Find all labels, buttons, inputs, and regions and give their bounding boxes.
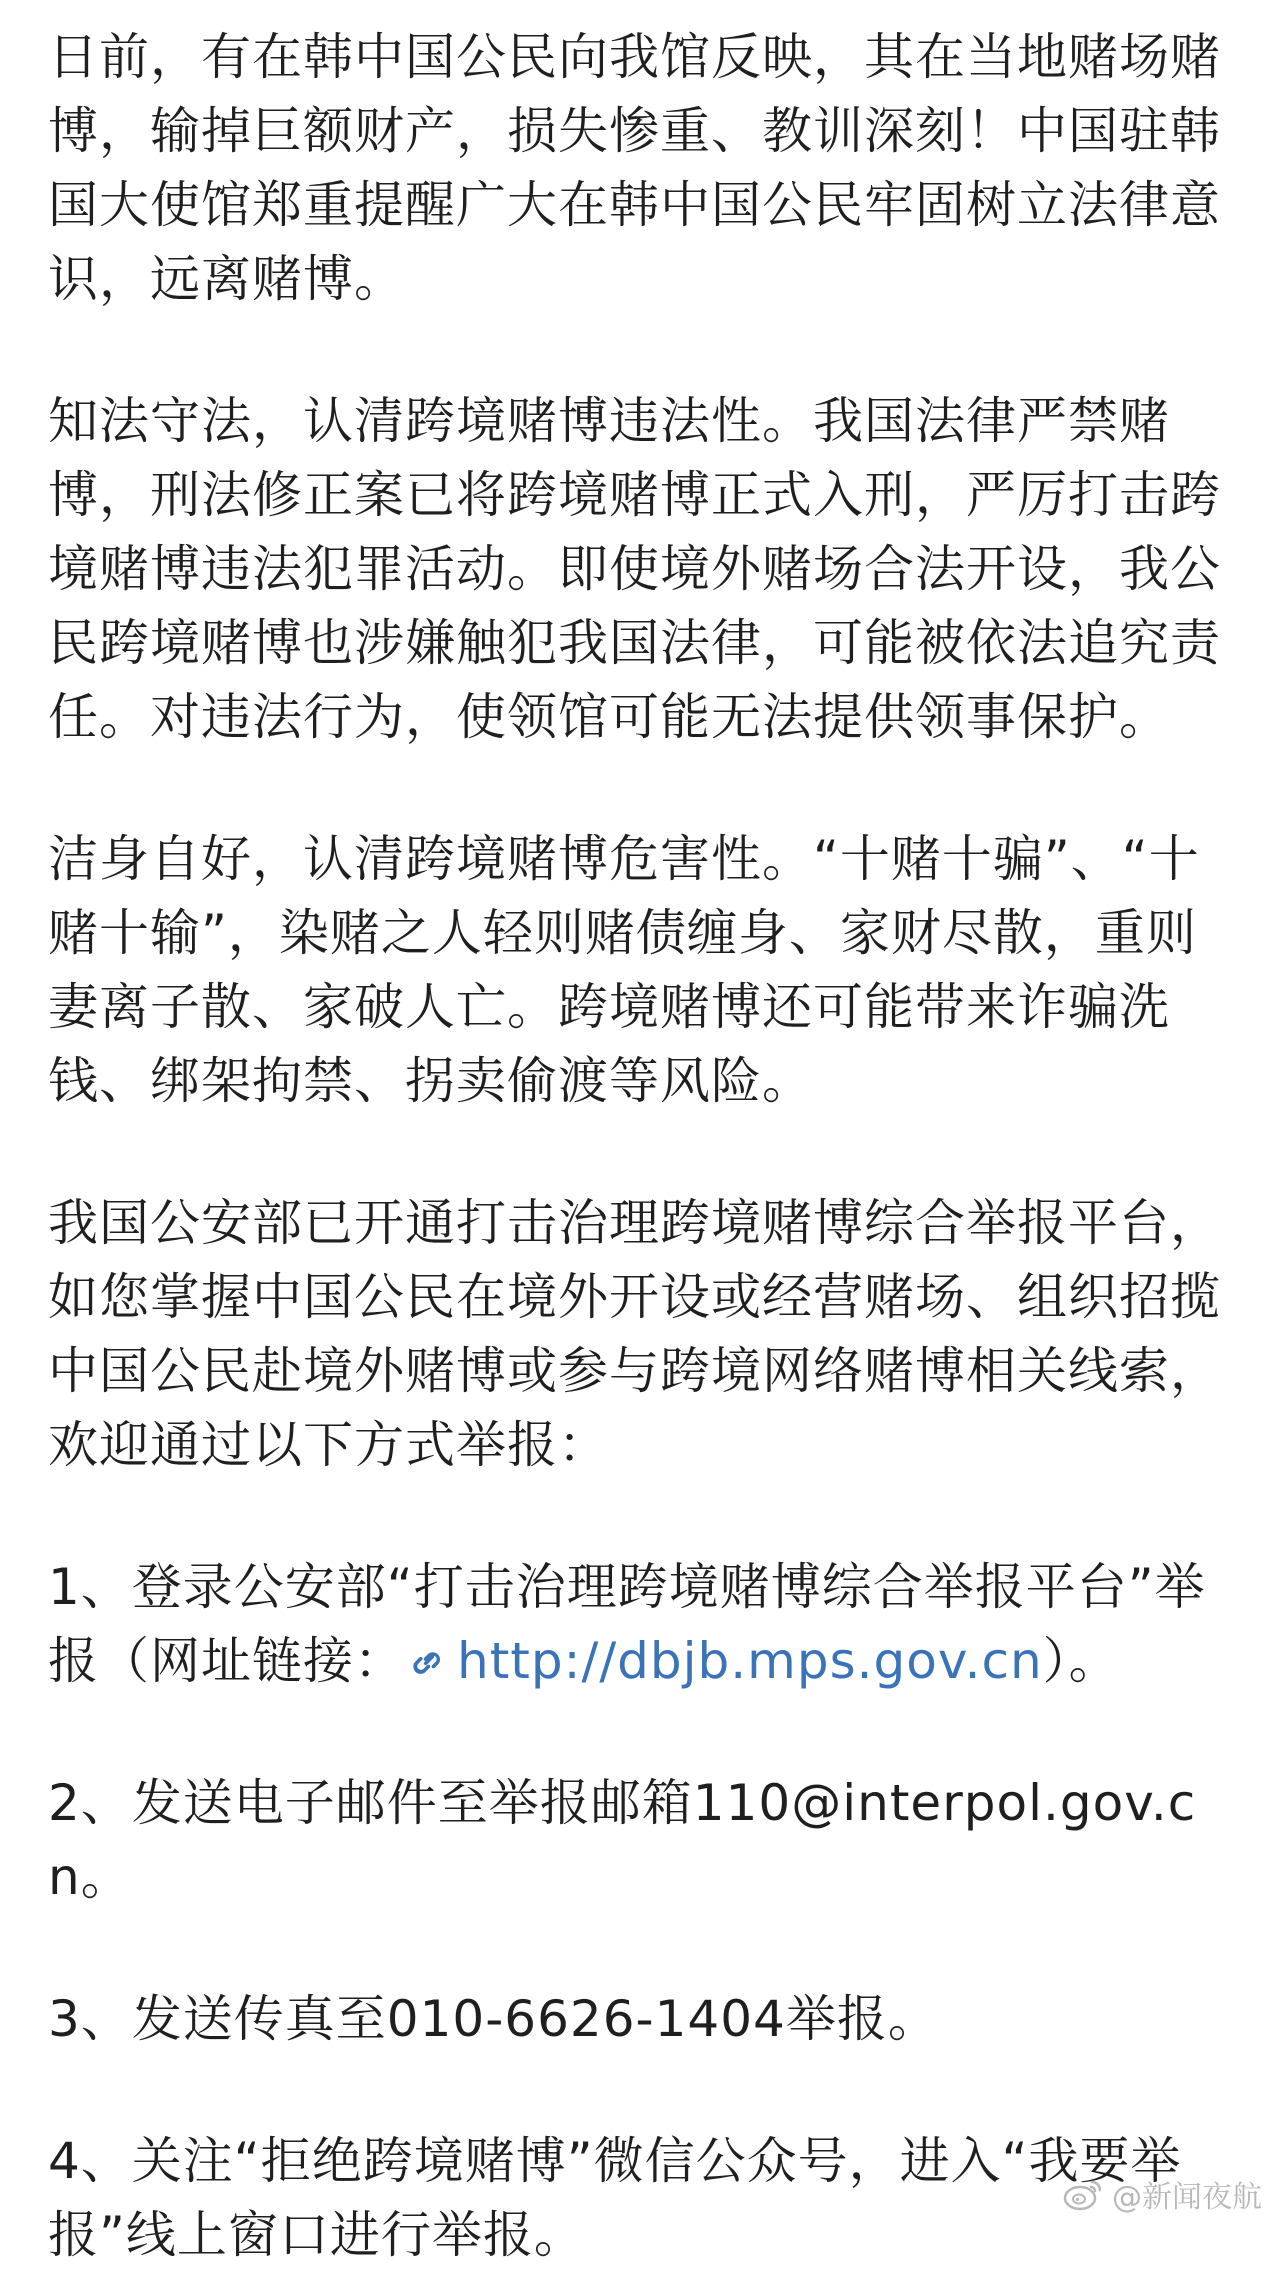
paragraph-law: 知法守法，认清跨境赌博违法性。我国法律严禁赌博，刑法修正案已将跨境赌博正式入刑，严厉打击跨境赌博违法犯罪活动。即使境外赌场合法开设，我公民跨境赌博也涉嫌触犯我国法律，可能被依法追究责任。对违法行为，使领馆可能无法提供领事保护。 [48, 392, 1221, 746]
report-method-1 [48, 1550, 1238, 1698]
link-icon [405, 1640, 449, 1684]
report-method-2: 2、发送电子邮件至举报邮箱110@interpol.gov.cn。 [48, 1774, 1197, 1906]
report-platform-link[interactable] [405, 1632, 1043, 1690]
report-method-1-suffix: ）。 [1042, 1632, 1120, 1690]
article-body [48, 20, 1238, 2272]
report-method-1-text: 1、登录公安部“打击治理跨境赌博综合举报平台”举报（网址链接： [48, 1558, 1206, 1690]
paragraph-report-platform: 我国公安部已开通打击治理跨境赌博综合举报平台，如您掌握中国公民在境外开设或经营赌场、组织招揽中国公民赴境外赌博或参与跨境网络赌博相关线索，欢迎通过以下方式举报： [48, 1194, 1221, 1474]
report-platform-url[interactable]: http://dbjb.mps.gov.cn [457, 1632, 1043, 1690]
report-method-3: 3、发送传真至010-6626-1404举报。 [48, 1990, 939, 2048]
paragraph-harm: 洁身自好，认清跨境赌博危害性。“十赌十骗”、“十赌十输”，染赌之人轻则赌债缠身、家财尽散，重则妻离子散、家破人亡。跨境赌博还可能带来诈骗洗钱、绑架拘禁、拐卖偷渡等风险。 [48, 830, 1200, 1110]
paragraph-intro: 日前，有在韩中国公民向我馆反映，其在当地赌场赌博，输掉巨额财产，损失惨重、教训深刻！中国驻韩国大使馆郑重提醒广大在韩中国公民牢固树立法律意识，远离赌博。 [48, 28, 1221, 308]
report-method-4: 4、关注“拒绝跨境赌博”微信公众号，进入“我要举报”线上窗口进行举报。 [48, 2132, 1182, 2264]
watermark-text: @新闻夜航 [1112, 2180, 1262, 2215]
weibo-icon [1062, 2176, 1106, 2212]
weibo-watermark [1062, 2172, 1262, 2216]
